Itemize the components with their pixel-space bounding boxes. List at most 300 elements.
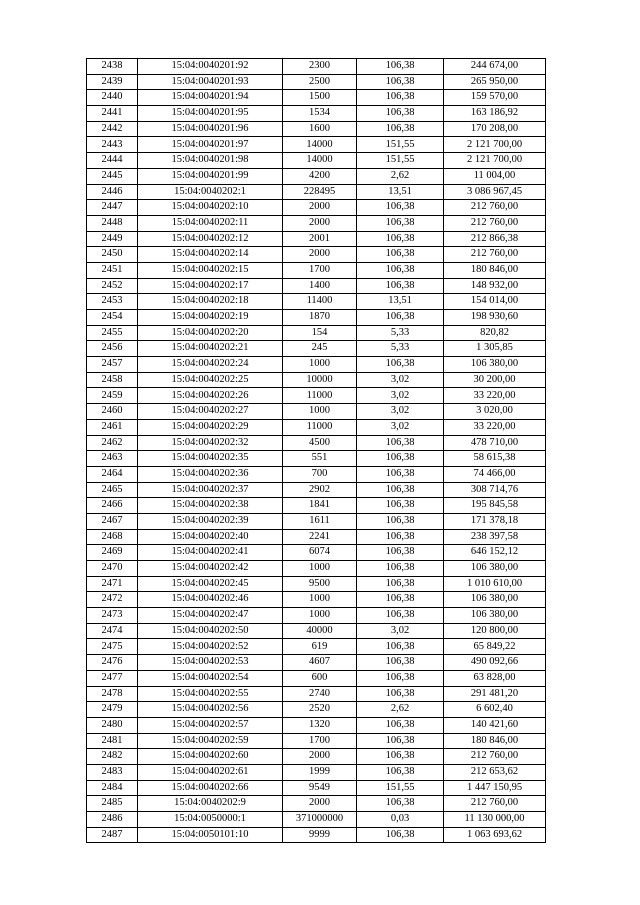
row-number-cell: 2467 <box>87 513 138 529</box>
cadastral-number-cell: 15:04:0040202:26 <box>138 388 283 404</box>
cadastral-value-cell: 163 186,92 <box>444 106 546 122</box>
row-number-cell: 2440 <box>87 90 138 106</box>
cadastral-value-cell: 1 063 693,62 <box>444 827 546 843</box>
cadastral-number-cell: 15:04:0040202:46 <box>138 592 283 608</box>
cadastral-number-cell: 15:04:0040201:96 <box>138 121 283 137</box>
specific-value-cell: 151,55 <box>357 137 444 153</box>
table-row <box>87 90 546 106</box>
specific-value-cell: 106,38 <box>357 670 444 686</box>
cadastral-value-cell: 212 760,00 <box>444 215 546 231</box>
cadastral-number-cell: 15:04:0040202:50 <box>138 623 283 639</box>
area-cell: 4607 <box>283 655 357 671</box>
row-number-cell: 2475 <box>87 639 138 655</box>
specific-value-cell: 13,51 <box>357 294 444 310</box>
row-number-cell: 2479 <box>87 702 138 718</box>
specific-value-cell: 3,02 <box>357 404 444 420</box>
cadastral-value-cell: 3 020,00 <box>444 404 546 420</box>
cadastral-number-cell: 15:04:0040202:21 <box>138 341 283 357</box>
row-number-cell: 2446 <box>87 184 138 200</box>
cadastral-value-cell: 171 378,18 <box>444 513 546 529</box>
cadastral-number-cell: 15:04:0040202:47 <box>138 608 283 624</box>
table-row <box>87 796 546 812</box>
cadastral-number-cell: 15:04:0040201:95 <box>138 106 283 122</box>
cadastral-value-cell: 74 466,00 <box>444 466 546 482</box>
row-number-cell: 2455 <box>87 325 138 341</box>
cadastral-value-cell: 195 845,58 <box>444 498 546 514</box>
row-number-cell: 2456 <box>87 341 138 357</box>
cadastral-number-cell: 15:04:0040202:29 <box>138 419 283 435</box>
table-row <box>87 827 546 843</box>
area-cell: 2001 <box>283 231 357 247</box>
cadastral-value-cell: 212 760,00 <box>444 200 546 216</box>
row-number-cell: 2445 <box>87 168 138 184</box>
area-cell: 2241 <box>283 529 357 545</box>
table-row <box>87 325 546 341</box>
cadastral-number-cell: 15:04:0040202:39 <box>138 513 283 529</box>
cadastral-value-cell: 106 380,00 <box>444 608 546 624</box>
table-row <box>87 262 546 278</box>
specific-value-cell: 106,38 <box>357 106 444 122</box>
table-row <box>87 639 546 655</box>
cadastral-value-cell: 212 760,00 <box>444 749 546 765</box>
row-number-cell: 2439 <box>87 74 138 90</box>
specific-value-cell: 106,38 <box>357 513 444 529</box>
row-number-cell: 2459 <box>87 388 138 404</box>
area-cell: 2000 <box>283 247 357 263</box>
area-cell: 14000 <box>283 137 357 153</box>
row-number-cell: 2468 <box>87 529 138 545</box>
specific-value-cell: 106,38 <box>357 639 444 655</box>
area-cell: 1000 <box>283 357 357 373</box>
area-cell: 1999 <box>283 764 357 780</box>
area-cell: 4500 <box>283 435 357 451</box>
specific-value-cell: 106,38 <box>357 90 444 106</box>
cadastral-value-cell: 2 121 700,00 <box>444 153 546 169</box>
specific-value-cell: 151,55 <box>357 780 444 796</box>
specific-value-cell: 106,38 <box>357 717 444 733</box>
table-row <box>87 419 546 435</box>
cadastral-value-table <box>86 58 546 843</box>
table-row <box>87 294 546 310</box>
specific-value-cell: 106,38 <box>357 231 444 247</box>
cadastral-number-cell: 15:04:0040202:35 <box>138 451 283 467</box>
table-row <box>87 780 546 796</box>
specific-value-cell: 2,62 <box>357 168 444 184</box>
cadastral-number-cell: 15:04:0040202:38 <box>138 498 283 514</box>
row-number-cell: 2483 <box>87 764 138 780</box>
row-number-cell: 2485 <box>87 796 138 812</box>
area-cell: 228495 <box>283 184 357 200</box>
cadastral-number-cell: 15:04:0040202:66 <box>138 780 283 796</box>
specific-value-cell: 106,38 <box>357 796 444 812</box>
cadastral-number-cell: 15:04:0040201:92 <box>138 59 283 75</box>
row-number-cell: 2451 <box>87 262 138 278</box>
specific-value-cell: 106,38 <box>357 451 444 467</box>
cadastral-value-cell: 212 760,00 <box>444 247 546 263</box>
area-cell: 14000 <box>283 153 357 169</box>
specific-value-cell: 106,38 <box>357 592 444 608</box>
table-row <box>87 247 546 263</box>
specific-value-cell: 3,02 <box>357 623 444 639</box>
cadastral-value-cell: 212 866,38 <box>444 231 546 247</box>
row-number-cell: 2450 <box>87 247 138 263</box>
specific-value-cell: 106,38 <box>357 576 444 592</box>
row-number-cell: 2465 <box>87 482 138 498</box>
cadastral-value-cell: 308 714,76 <box>444 482 546 498</box>
cadastral-number-cell: 15:04:0040202:9 <box>138 796 283 812</box>
cadastral-value-cell: 159 570,00 <box>444 90 546 106</box>
cadastral-value-cell: 291 481,20 <box>444 686 546 702</box>
cadastral-value-cell: 33 220,00 <box>444 419 546 435</box>
row-number-cell: 2458 <box>87 372 138 388</box>
row-number-cell: 2460 <box>87 404 138 420</box>
area-cell: 154 <box>283 325 357 341</box>
row-number-cell: 2462 <box>87 435 138 451</box>
cadastral-value-cell: 106 380,00 <box>444 561 546 577</box>
specific-value-cell: 106,38 <box>357 529 444 545</box>
row-number-cell: 2474 <box>87 623 138 639</box>
cadastral-number-cell: 15:04:0040202:14 <box>138 247 283 263</box>
table-row <box>87 153 546 169</box>
cadastral-value-cell: 212 760,00 <box>444 796 546 812</box>
table-row <box>87 576 546 592</box>
cadastral-value-cell: 265 950,00 <box>444 74 546 90</box>
specific-value-cell: 106,38 <box>357 215 444 231</box>
row-number-cell: 2447 <box>87 200 138 216</box>
cadastral-number-cell: 15:04:0040202:19 <box>138 310 283 326</box>
specific-value-cell: 106,38 <box>357 247 444 263</box>
table-row <box>87 372 546 388</box>
cadastral-number-cell: 15:04:0040202:25 <box>138 372 283 388</box>
row-number-cell: 2476 <box>87 655 138 671</box>
cadastral-value-cell: 646 152,12 <box>444 545 546 561</box>
table-row <box>87 200 546 216</box>
specific-value-cell: 2,62 <box>357 702 444 718</box>
table-row <box>87 137 546 153</box>
specific-value-cell: 0,03 <box>357 812 444 828</box>
table-row <box>87 482 546 498</box>
table-row <box>87 278 546 294</box>
cadastral-number-cell: 15:04:0040202:52 <box>138 639 283 655</box>
cadastral-number-cell: 15:04:0040202:61 <box>138 764 283 780</box>
table-row <box>87 74 546 90</box>
cadastral-number-cell: 15:04:0040202:11 <box>138 215 283 231</box>
specific-value-cell: 106,38 <box>357 561 444 577</box>
cadastral-value-cell: 244 674,00 <box>444 59 546 75</box>
table-row <box>87 451 546 467</box>
area-cell: 1534 <box>283 106 357 122</box>
table-row <box>87 184 546 200</box>
cadastral-value-cell: 1 010 610,00 <box>444 576 546 592</box>
area-cell: 700 <box>283 466 357 482</box>
cadastral-value-cell: 180 846,00 <box>444 262 546 278</box>
table-row <box>87 670 546 686</box>
area-cell: 9999 <box>283 827 357 843</box>
cadastral-value-cell: 33 220,00 <box>444 388 546 404</box>
specific-value-cell: 106,38 <box>357 764 444 780</box>
cadastral-number-cell: 15:04:0040202:41 <box>138 545 283 561</box>
row-number-cell: 2449 <box>87 231 138 247</box>
cadastral-value-cell: 180 846,00 <box>444 733 546 749</box>
table-row <box>87 357 546 373</box>
row-number-cell: 2461 <box>87 419 138 435</box>
area-cell: 9549 <box>283 780 357 796</box>
specific-value-cell: 106,38 <box>357 357 444 373</box>
specific-value-cell: 13,51 <box>357 184 444 200</box>
row-number-cell: 2441 <box>87 106 138 122</box>
table-row <box>87 717 546 733</box>
cadastral-value-cell: 30 200,00 <box>444 372 546 388</box>
area-cell: 2902 <box>283 482 357 498</box>
cadastral-value-cell: 2 121 700,00 <box>444 137 546 153</box>
area-cell: 371000000 <box>283 812 357 828</box>
area-cell: 1000 <box>283 561 357 577</box>
table-row <box>87 623 546 639</box>
area-cell: 1000 <box>283 592 357 608</box>
table-row <box>87 812 546 828</box>
specific-value-cell: 3,02 <box>357 388 444 404</box>
area-cell: 1400 <box>283 278 357 294</box>
specific-value-cell: 106,38 <box>357 655 444 671</box>
cadastral-number-cell: 15:04:0040202:42 <box>138 561 283 577</box>
cadastral-value-cell: 63 828,00 <box>444 670 546 686</box>
specific-value-cell: 106,38 <box>357 498 444 514</box>
cadastral-value-cell: 170 208,00 <box>444 121 546 137</box>
specific-value-cell: 5,33 <box>357 341 444 357</box>
specific-value-cell: 106,38 <box>357 749 444 765</box>
area-cell: 11400 <box>283 294 357 310</box>
table-row <box>87 686 546 702</box>
row-number-cell: 2477 <box>87 670 138 686</box>
cadastral-value-cell: 198 930,60 <box>444 310 546 326</box>
row-number-cell: 2442 <box>87 121 138 137</box>
cadastral-number-cell: 15:04:0040201:97 <box>138 137 283 153</box>
area-cell: 6074 <box>283 545 357 561</box>
area-cell: 40000 <box>283 623 357 639</box>
row-number-cell: 2487 <box>87 827 138 843</box>
cadastral-number-cell: 15:04:0040201:94 <box>138 90 283 106</box>
specific-value-cell: 3,02 <box>357 372 444 388</box>
row-number-cell: 2472 <box>87 592 138 608</box>
specific-value-cell: 106,38 <box>357 482 444 498</box>
cadastral-value-cell: 3 086 967,45 <box>444 184 546 200</box>
cadastral-value-cell: 820,82 <box>444 325 546 341</box>
cadastral-number-cell: 15:04:0040202:55 <box>138 686 283 702</box>
row-number-cell: 2454 <box>87 310 138 326</box>
row-number-cell: 2482 <box>87 749 138 765</box>
area-cell: 10000 <box>283 372 357 388</box>
cadastral-number-cell: 15:04:0040201:99 <box>138 168 283 184</box>
area-cell: 2300 <box>283 59 357 75</box>
specific-value-cell: 106,38 <box>357 74 444 90</box>
specific-value-cell: 3,02 <box>357 419 444 435</box>
specific-value-cell: 106,38 <box>357 59 444 75</box>
cadastral-value-cell: 58 615,38 <box>444 451 546 467</box>
area-cell: 1600 <box>283 121 357 137</box>
area-cell: 1700 <box>283 262 357 278</box>
table-row <box>87 764 546 780</box>
table-row <box>87 121 546 137</box>
cadastral-number-cell: 15:04:0040202:32 <box>138 435 283 451</box>
cadastral-number-cell: 15:04:0040202:10 <box>138 200 283 216</box>
specific-value-cell: 151,55 <box>357 153 444 169</box>
table-row <box>87 404 546 420</box>
row-number-cell: 2466 <box>87 498 138 514</box>
table-row <box>87 310 546 326</box>
cadastral-value-cell: 148 932,00 <box>444 278 546 294</box>
row-number-cell: 2438 <box>87 59 138 75</box>
area-cell: 1700 <box>283 733 357 749</box>
area-cell: 2520 <box>283 702 357 718</box>
cadastral-value-cell: 238 397,58 <box>444 529 546 545</box>
area-cell: 1870 <box>283 310 357 326</box>
specific-value-cell: 106,38 <box>357 733 444 749</box>
table-row <box>87 592 546 608</box>
cadastral-number-cell: 15:04:0040202:1 <box>138 184 283 200</box>
cadastral-value-cell: 11 130 000,00 <box>444 812 546 828</box>
area-cell: 2000 <box>283 200 357 216</box>
cadastral-number-cell: 15:04:0040202:15 <box>138 262 283 278</box>
cadastral-number-cell: 15:04:0040202:37 <box>138 482 283 498</box>
area-cell: 2000 <box>283 215 357 231</box>
cadastral-number-cell: 15:04:0040202:40 <box>138 529 283 545</box>
cadastral-number-cell: 15:04:0040201:98 <box>138 153 283 169</box>
table-row <box>87 749 546 765</box>
cadastral-value-cell: 154 014,00 <box>444 294 546 310</box>
table-row <box>87 59 546 75</box>
table-row <box>87 545 546 561</box>
area-cell: 2740 <box>283 686 357 702</box>
area-cell: 619 <box>283 639 357 655</box>
cadastral-number-cell: 15:04:0040201:93 <box>138 74 283 90</box>
row-number-cell: 2452 <box>87 278 138 294</box>
cadastral-value-cell: 11 004,00 <box>444 168 546 184</box>
table-row <box>87 341 546 357</box>
table-row <box>87 435 546 451</box>
table-row <box>87 733 546 749</box>
cadastral-number-cell: 15:04:0050000:1 <box>138 812 283 828</box>
table-row <box>87 215 546 231</box>
cadastral-number-cell: 15:04:0040202:56 <box>138 702 283 718</box>
area-cell: 1500 <box>283 90 357 106</box>
table-row <box>87 513 546 529</box>
cadastral-number-cell: 15:04:0040202:60 <box>138 749 283 765</box>
cadastral-value-cell: 106 380,00 <box>444 592 546 608</box>
cadastral-number-cell: 15:04:0040202:12 <box>138 231 283 247</box>
table-row <box>87 561 546 577</box>
area-cell: 2000 <box>283 749 357 765</box>
cadastral-number-cell: 15:04:0050101:10 <box>138 827 283 843</box>
specific-value-cell: 106,38 <box>357 435 444 451</box>
table-row <box>87 529 546 545</box>
row-number-cell: 2484 <box>87 780 138 796</box>
specific-value-cell: 106,38 <box>357 686 444 702</box>
cadastral-number-cell: 15:04:0040202:27 <box>138 404 283 420</box>
table-row <box>87 388 546 404</box>
row-number-cell: 2457 <box>87 357 138 373</box>
area-cell: 9500 <box>283 576 357 592</box>
cadastral-value-cell: 1 447 150,95 <box>444 780 546 796</box>
row-number-cell: 2464 <box>87 466 138 482</box>
row-number-cell: 2473 <box>87 608 138 624</box>
cadastral-value-cell: 120 800,00 <box>444 623 546 639</box>
specific-value-cell: 106,38 <box>357 310 444 326</box>
cadastral-number-cell: 15:04:0040202:53 <box>138 655 283 671</box>
table-row <box>87 168 546 184</box>
row-number-cell: 2463 <box>87 451 138 467</box>
row-number-cell: 2443 <box>87 137 138 153</box>
table-body <box>87 59 546 843</box>
cadastral-value-cell: 106 380,00 <box>444 357 546 373</box>
table-row <box>87 498 546 514</box>
table-row <box>87 608 546 624</box>
cadastral-number-cell: 15:04:0040202:36 <box>138 466 283 482</box>
area-cell: 551 <box>283 451 357 467</box>
cadastral-value-cell: 6 602,40 <box>444 702 546 718</box>
specific-value-cell: 106,38 <box>357 608 444 624</box>
area-cell: 600 <box>283 670 357 686</box>
cadastral-number-cell: 15:04:0040202:54 <box>138 670 283 686</box>
area-cell: 2500 <box>283 74 357 90</box>
row-number-cell: 2444 <box>87 153 138 169</box>
cadastral-value-cell: 1 305,85 <box>444 341 546 357</box>
area-cell: 11000 <box>283 419 357 435</box>
cadastral-number-cell: 15:04:0040202:17 <box>138 278 283 294</box>
specific-value-cell: 106,38 <box>357 200 444 216</box>
row-number-cell: 2448 <box>87 215 138 231</box>
specific-value-cell: 106,38 <box>357 121 444 137</box>
specific-value-cell: 5,33 <box>357 325 444 341</box>
row-number-cell: 2486 <box>87 812 138 828</box>
cadastral-number-cell: 15:04:0040202:20 <box>138 325 283 341</box>
cadastral-value-cell: 478 710,00 <box>444 435 546 451</box>
specific-value-cell: 106,38 <box>357 466 444 482</box>
row-number-cell: 2470 <box>87 561 138 577</box>
row-number-cell: 2481 <box>87 733 138 749</box>
specific-value-cell: 106,38 <box>357 545 444 561</box>
cadastral-number-cell: 15:04:0040202:59 <box>138 733 283 749</box>
area-cell: 2000 <box>283 796 357 812</box>
row-number-cell: 2453 <box>87 294 138 310</box>
cadastral-number-cell: 15:04:0040202:57 <box>138 717 283 733</box>
area-cell: 1841 <box>283 498 357 514</box>
cadastral-number-cell: 15:04:0040202:24 <box>138 357 283 373</box>
cadastral-number-cell: 15:04:0040202:18 <box>138 294 283 310</box>
cadastral-value-cell: 140 421,60 <box>444 717 546 733</box>
table-row <box>87 466 546 482</box>
area-cell: 1000 <box>283 404 357 420</box>
row-number-cell: 2471 <box>87 576 138 592</box>
specific-value-cell: 106,38 <box>357 278 444 294</box>
area-cell: 1000 <box>283 608 357 624</box>
area-cell: 245 <box>283 341 357 357</box>
table-row <box>87 655 546 671</box>
row-number-cell: 2480 <box>87 717 138 733</box>
row-number-cell: 2469 <box>87 545 138 561</box>
area-cell: 11000 <box>283 388 357 404</box>
table-row <box>87 231 546 247</box>
cadastral-value-cell: 65 849,22 <box>444 639 546 655</box>
specific-value-cell: 106,38 <box>357 262 444 278</box>
area-cell: 1320 <box>283 717 357 733</box>
table-row <box>87 106 546 122</box>
cadastral-value-cell: 212 653,62 <box>444 764 546 780</box>
area-cell: 4200 <box>283 168 357 184</box>
row-number-cell: 2478 <box>87 686 138 702</box>
area-cell: 1611 <box>283 513 357 529</box>
cadastral-number-cell: 15:04:0040202:45 <box>138 576 283 592</box>
specific-value-cell: 106,38 <box>357 827 444 843</box>
